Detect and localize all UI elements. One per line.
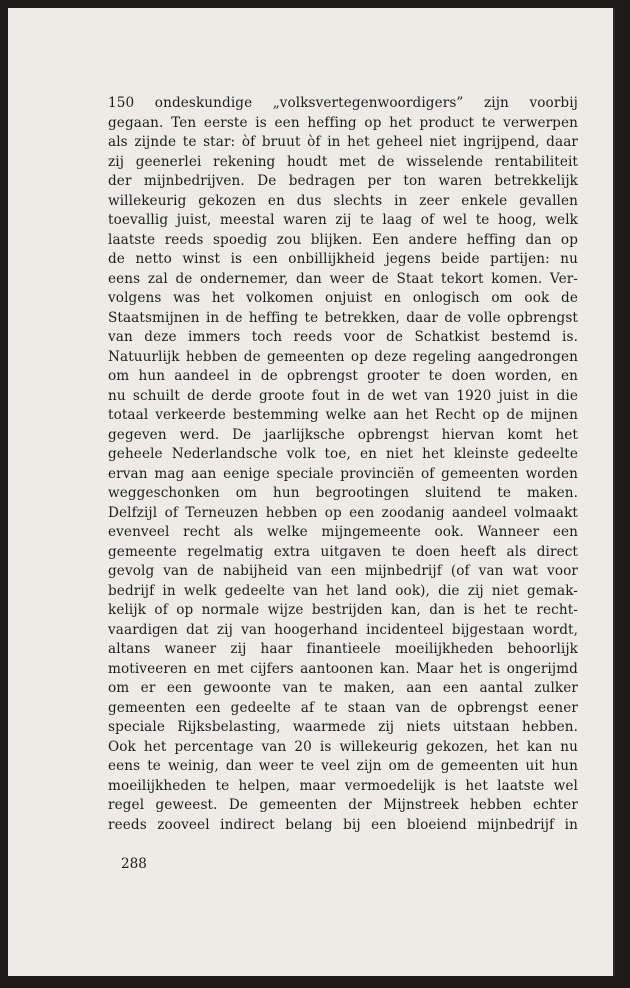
text-line: speciale Rijksbelasting, waarmede zij niets uitstaan hebben. xyxy=(108,719,578,735)
text-line: Natuurlijk hebben de gemeenten op deze regeling aangedrongen xyxy=(108,348,578,365)
text-line: Staatsmijnen in de heffing te betrekken, daar de volle opbrengst xyxy=(108,309,578,326)
text-line: om er een gewoonte van te maken, aan een aantal zulker xyxy=(108,680,578,696)
text-line: gegaan. Ten eerste is een heffing op het product te verwerpen xyxy=(108,114,578,131)
text-line: reeds zooveel indirect belang bij een bloeiend mijnbedrijf in xyxy=(108,816,578,833)
book-page xyxy=(8,8,613,976)
text-line: vaardigen dat zij van hoogerhand incidenteel bijgestaan wordt, xyxy=(108,621,578,638)
page-number: 288 xyxy=(121,856,147,872)
text-line: weggeschonken om hun begrootingen sluitend te maken. xyxy=(108,485,578,501)
text-line: 150 ondeskundige „volksvertegenwoordigers” zijn voorbij xyxy=(108,95,578,111)
text-line: evenveel recht als welke mijngemeente ook. Wanneer een xyxy=(108,524,578,540)
text-line: totaal verkeerde bestemming welke aan het Recht op de mijnen xyxy=(108,407,578,423)
text-line: volgens was het volkomen onjuist en onlogisch om ook de xyxy=(108,290,578,306)
text-line: kelijk of op normale wijze bestrijden kan, dan is het te recht- xyxy=(108,602,578,618)
text-line: willekeurig gekozen en dus slechts in zeer enkele gevallen xyxy=(108,192,578,209)
text-line: nu schuilt de derde groote fout in de wet van 1920 juist in die xyxy=(108,387,578,404)
text-line: ervan mag aan eenige speciale provinciën of gemeenten worden xyxy=(108,465,578,482)
text-line: van deze immers toch reeds voor de Schatkist bestemd is. xyxy=(108,329,578,345)
text-line: eens zal de ondernemer, dan weer de Staat tekort komen. Ver- xyxy=(108,270,578,287)
text-line: Delfzijl of Terneuzen hebben op een zoodanig aandeel volmaakt xyxy=(108,504,578,521)
text-line: geheele Nederlandsche volk toe, en niet het kleinste gedeelte xyxy=(108,446,578,462)
text-line: gevolg van de nabijheid van een mijnbedrijf (of van wat voor xyxy=(108,563,578,579)
text-line: altans waneer zij haar finantieele moeilijkheden behoorlijk xyxy=(108,641,578,657)
text-line: laatste reeds spoedig zou blijken. Een andere heffing dan op xyxy=(108,231,578,248)
body-text xyxy=(108,94,578,835)
text-line: der mijnbedrijven. De bedragen per ton waren betrekkelijk xyxy=(108,173,578,189)
text-line: eens te weinig, dan weer te veel zijn om de gemeenten uit hun xyxy=(108,758,578,774)
text-line: gegeven werd. De jaarlijksche opbrengst hiervan komt het xyxy=(108,426,578,443)
text-line: bedrijf in welk gedeelte van het land ook), die zij niet gemak- xyxy=(108,582,578,599)
text-line: zij geenerlei rekening houdt met de wisselende rentabiliteit xyxy=(108,153,578,170)
text-line: motiveeren en met cijfers aantoonen kan. Maar het is ongerijmd xyxy=(108,660,578,677)
text-line: Ook het percentage van 20 is willekeurig gekozen, het kan nu xyxy=(108,738,578,755)
text-line: gemeente regelmatig extra uitgaven te doen heeft als direct xyxy=(108,543,578,560)
text-line: moeilijkheden te helpen, maar vermoedelijk is het laatste wel xyxy=(108,777,578,794)
text-line: regel geweest. De gemeenten der Mijnstreek hebben echter xyxy=(108,797,578,813)
text-line: toevallig juist, meestal waren zij te laag of wel te hoog, welk xyxy=(108,212,578,228)
text-line: als zijnde te star: òf bruut òf in het geheel niet ingrijpend, daar xyxy=(108,134,578,150)
text-line: gemeenten een gedeelte af te staan van de opbrengst eener xyxy=(108,699,578,716)
text-line: om hun aandeel in de opbrengst grooter te doen worden, en xyxy=(108,368,578,384)
text-line: de netto winst is een onbillijkheid jegens beide partijen: nu xyxy=(108,251,578,267)
